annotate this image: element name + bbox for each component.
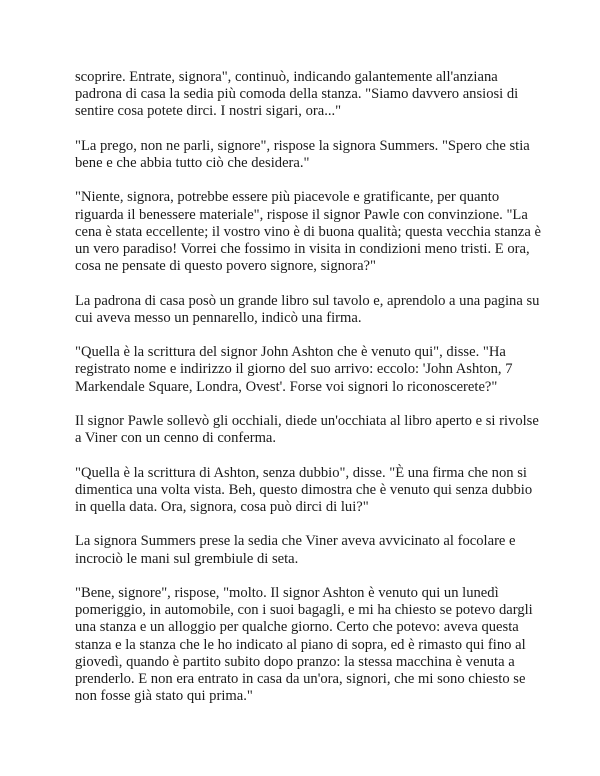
paragraph-1: scoprire. Entrate, signora", continuò, indicando galantemente all'anziana padrona di casa la sedia più comoda della stanza. "Siamo davvero ansiosi di sentire cosa potete dirci. I nostri sigari, ora..." [75,69,519,120]
paragraph-5: "Quella è la scrittura del signor John Ashton che è venuto qui", disse. "Ha registrato nome e indirizzo il giorno del suo arrivo: eccolo: 'John Ashton, 7 Markendale Square, Londra, Ovest'. Forse voi signori lo riconoscerete?" [75,344,513,395]
paragraph-4: La padrona di casa posò un grande libro sul tavolo e, aprendolo a una pagina su cui aveva messo un pennarello, indicò una firma. [75,292,540,326]
paragraph-8: La signora Summers prese la sedia che Viner aveva avvicinato al focolare e incrociò le mani sul grembiule di seta. [75,533,516,567]
document-page [75,69,545,723]
paragraph-6: Il signor Pawle sollevò gli occhiali, diede un'occhiata al libro aperto e si rivolse a Viner con un cenno di conferma. [75,412,539,447]
paragraph-2: "La prego, non ne parli, signore", rispose la signora Summers. "Spero che stia bene e che abbia tutto ciò che desidera." [75,137,530,171]
paragraph-7: "Quella è la scrittura di Ashton, senza dubbio", disse. "È una firma che non si dimentica una volta vista. Beh, questo dimostra che è venuto qui senza dubbio in quella data. Ora, signora, cosa può dirci di lui?" [75,464,533,515]
paragraph-3: "Niente, signora, potrebbe essere più piacevole e gratificante, per quanto riguarda il benessere materiale", rispose il signor Pawle con convinzione. "La cena è stata eccellente; il vostro vino è di buona qualità; questa vecchia stanza è un vero paradiso! Vorrei che fossimo in visita in condizioni meno tristi. E ora, cosa ne pensate di questo povero signore, signora?" [75,189,541,275]
paragraph-9: "Bene, signore", rispose, "molto. Il signor Ashton è venuto qui un lunedì pomeriggio, in automobile, con i suoi bagagli, e mi ha chiesto se potevo dargli una stanza e un alloggio per qualche giorno. Certo che potevo: aveva questa stanza e la stanza che le ho indicato al piano di sopra, ed è rimasto qui fino al giovedì, quando è partito subito dopo pranzo: la stessa macchina è venuta a prenderlo. E non era entrato in casa da un'ora, signori, che mi sono chiesto se non fosse già stato qui prima." [75,584,533,705]
